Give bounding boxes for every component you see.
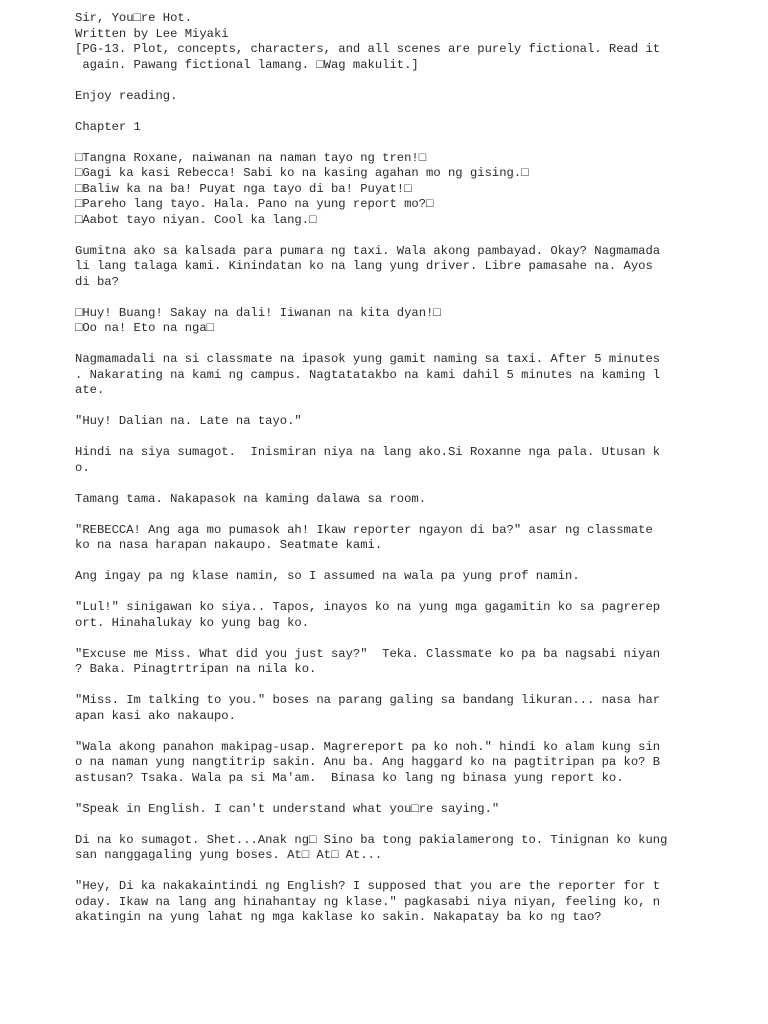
story-paragraph bbox=[75, 414, 685, 430]
paragraph-line: apan kasi ako nakaupo. bbox=[75, 708, 236, 723]
paragraph-line: Ang ingay pa ng klase namin, so I assumed na wala pa yung prof namin. bbox=[75, 569, 580, 583]
story-paragraph bbox=[75, 569, 685, 585]
story-paragraph bbox=[75, 740, 685, 787]
paragraph-line: Nagmamadali na si classmate na ipasok yung gamit naming sa taxi. After 5 minutes bbox=[75, 352, 661, 366]
paragraph-line: □Huy! Buang! Sakay na dali! Iiwanan na kita dyan!□ bbox=[75, 305, 441, 320]
paragraph-line: Enjoy reading. bbox=[75, 88, 178, 103]
paragraph-line: . Nakarating na kami ng campus. Nagtatatakbo na kami dahil 5 minutes na kaming l bbox=[75, 367, 661, 382]
paragraph-line: Tamang tama. Nakapasok na kaming dalawa sa room. bbox=[75, 491, 427, 506]
story-paragraph bbox=[75, 445, 685, 476]
dialogue-paragraph bbox=[75, 151, 685, 229]
paragraph-line: "REBECCA! Ang aga mo pumasok ah! Ikaw reporter ngayon di ba?" asar ng classmate bbox=[75, 522, 653, 537]
paragraph-line: □Pareho lang tayo. Hala. Pano na yung report mo?□ bbox=[75, 197, 434, 211]
story-paragraph bbox=[75, 352, 685, 399]
story-paragraph bbox=[75, 833, 685, 864]
paragraph-line: "Miss. Im talking to you." boses na parang galing sa bandang likuran... nasa har bbox=[75, 693, 661, 707]
paragraph-line: "Lul!" sinigawan ko siya.. Tapos, inayos ko na yung mga gagamitin ko sa pagrerep bbox=[75, 600, 661, 614]
story-paragraph bbox=[75, 492, 685, 508]
paragraph-line: Gumitna ako sa kalsada para pumara ng taxi. Wala akong pambayad. Okay? Nagmamada bbox=[75, 243, 661, 258]
paragraph-line: □Gagi ka kasi Rebecca! Sabi ko na kasing agahan mo ng gising.□ bbox=[75, 166, 529, 180]
paragraph-line: ate. bbox=[75, 383, 105, 397]
document-header bbox=[75, 11, 685, 73]
paragraph-line: □Tangna Roxane, naiwanan na naman tayo ng tren!□ bbox=[75, 150, 427, 165]
paragraph-line: ko na nasa harapan nakaupo. Seatmate kami. bbox=[75, 538, 383, 552]
paragraph-line: "Speak in English. I can't understand what you□re saying." bbox=[75, 801, 500, 816]
chapter-heading bbox=[75, 120, 685, 136]
paragraph-line: "Excuse me Miss. What did you just say?" Teka. Classmate ko pa ba nagsabi niyan bbox=[75, 646, 661, 661]
paragraph-line: li lang talaga kami. Kinindatan ko na lang yung driver. Libre pamasahe na. Ayos bbox=[75, 259, 653, 273]
paragraph-line: □Baliw ka na ba! Puyat nga tayo di ba! Puyat!□ bbox=[75, 181, 412, 196]
story-paragraph bbox=[75, 879, 685, 926]
paragraph-line: o na naman yung nangtitrip sakin. Anu ba. Ang haggard ko na pagtitripan pa ko? B bbox=[75, 755, 661, 769]
story-paragraph bbox=[75, 693, 685, 724]
paragraph-line: ? Baka. Pinagtrtripan na nila ko. bbox=[75, 662, 317, 676]
intro-paragraph bbox=[75, 89, 685, 105]
paragraph-line: Hindi na siya sumagot. Inismiran niya na lang ako.Si Roxanne nga pala. Utusan k bbox=[75, 445, 661, 459]
story-disclaimer: again. Pawang fictional lamang. □Wag makulit.] bbox=[75, 57, 419, 72]
story-paragraph bbox=[75, 244, 685, 291]
paragraph-line: □Aabot tayo niyan. Cool ka lang.□ bbox=[75, 212, 317, 227]
paragraph-line: o. bbox=[75, 460, 90, 475]
paragraph-line: oday. Ikaw na lang ang hinahantay ng klase." pagkasabi niya niyan, feeling ko, n bbox=[75, 894, 661, 909]
paragraph-line: Di na ko sumagot. Shet...Anak ng□ Sino ba tong pakialamerong to. Tinignan ko kung bbox=[75, 832, 668, 847]
story-disclaimer: [PG-13. Plot, concepts, characters, and all scenes are purely fictional. Read it bbox=[75, 42, 661, 56]
story-paragraph bbox=[75, 523, 685, 554]
story-author: Written by Lee Miyaki bbox=[75, 26, 229, 41]
paragraph-line: akatingin na yung lahat ng mga kaklase ko sakin. Nakapatay ba ko ng tao? bbox=[75, 910, 602, 924]
story-paragraph bbox=[75, 647, 685, 678]
paragraph-line: astusan? Tsaka. Wala pa si Ma'am. Binasa ko lang ng binasa yung report ko. bbox=[75, 770, 624, 785]
paragraph-line: □Oo na! Eto na nga□ bbox=[75, 321, 214, 335]
paragraph-line: di ba? bbox=[75, 274, 119, 289]
paragraph-line: ort. Hinahalukay ko yung bag ko. bbox=[75, 615, 310, 630]
paragraph-line: "Wala akong panahon makipag-usap. Magrereport pa ko noh." hindi ko alam kung sin bbox=[75, 739, 661, 754]
paragraph-line: "Hey, Di ka nakakaintindi ng English? I supposed that you are the reporter for t bbox=[75, 879, 661, 893]
chapter-title: Chapter 1 bbox=[75, 119, 141, 134]
paragraph-line: san nanggagaling yung boses. At□ At□ At... bbox=[75, 848, 383, 862]
story-title: Sir, You□re Hot. bbox=[75, 11, 193, 25]
story-paragraph bbox=[75, 802, 685, 818]
dialogue-paragraph bbox=[75, 306, 685, 337]
paragraph-line: "Huy! Dalian na. Late na tayo." bbox=[75, 414, 302, 428]
story-paragraph bbox=[75, 600, 685, 631]
document-page bbox=[75, 11, 685, 941]
